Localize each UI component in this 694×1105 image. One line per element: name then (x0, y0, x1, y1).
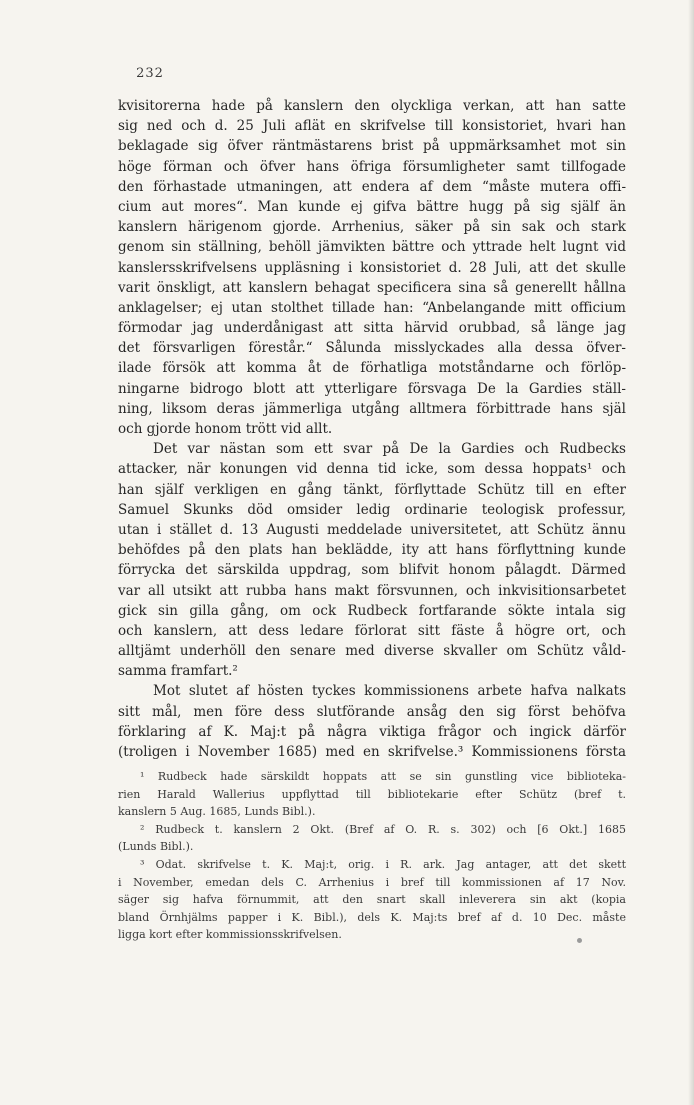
footnote-line: i November, emedan dels C. Arrhenius i bref till kommissionen af 17 Nov. (118, 875, 626, 889)
body-line: förklaring af K. Maj:t på några viktiga frågor och ingick därför (118, 723, 626, 740)
footnote-line: ² Rudbeck t. kanslern 2 Okt. (Bref af O. R. s. 302) och [6 Okt.] 1685 (140, 822, 626, 836)
body-line: cium aut mores“. Man kunde ej gifva bättre hugg på sig själf än (118, 198, 626, 215)
footnote-line: bland Örnhjälms papper i K. Bibl.), dels K. Maj:ts bref af d. 10 Dec. måste (118, 910, 626, 924)
body-line: Samuel Skunks död omsider ledig ordinarie teologisk professur, (118, 501, 626, 518)
body-line: kanslern härigenom gjorde. Arrhenius, säker på sin sak och stark (118, 219, 626, 236)
footnote-line: ¹ Rudbeck hade särskildt hoppats att se sin gunstling vice biblioteka- (140, 770, 626, 783)
body-line: beklagade sig öfver räntmästarens brist på uppmärksamhet mot sin (118, 138, 626, 155)
body-line: och gjorde honom trött vid allt. (118, 421, 333, 437)
body-line: anklagelser; ej utan stolthet tillade han: “Anbelangande mitt officium (118, 299, 626, 316)
body-line: ilade försök att komma åt de förhatliga motståndarne och förlöp- (118, 360, 626, 377)
footnote-line: (Lunds Bibl.). (118, 840, 194, 854)
footnote-line: säger sig hafva förnummit, att den snart skall inleverera sin akt (kopia (118, 893, 626, 907)
body-line: gick sin gilla gång, om ock Rudbeck fortfarande sökte intala sig (118, 602, 626, 619)
body-line: och kanslern, att dess ledare förlorat sitt fäste å högre ort, och (118, 622, 626, 639)
body-text (118, 96, 626, 762)
body-line: samma framfart.² (118, 663, 238, 680)
body-line: attacker, när konungen vid denna tid icke, som dessa hoppats¹ och (118, 461, 626, 478)
footnote-line: kanslern 5 Aug. 1685, Lunds Bibl.). (118, 805, 316, 819)
footnote-line: ³ Odat. skrifvelse t. K. Maj:t, orig. i R. ark. Jag antager, att det skett (140, 857, 626, 871)
body-line: kanslersskrifvelsens uppläsning i konsistoriet d. 28 Juli, att det skulle (118, 259, 626, 276)
body-line: höge förman och öfver hans öfriga försumligheter samt tillfogade (118, 158, 626, 175)
body-line: Det var nästan som ett svar på De la Gardies och Rudbecks (153, 441, 626, 458)
body-line: genom sin ställning, behöll jämvikten bättre och yttrade helt lugnt vid (118, 239, 626, 256)
body-line: förmodar jag underdånigast att sitta härvid orubbad, så länge jag (118, 320, 626, 337)
ink-speck (577, 938, 582, 943)
body-line: varit önskligt, att kanslern behagat specificera sina så generellt hållna (118, 279, 626, 296)
body-line: var all utsikt att rubba hans makt försvunnen, och inkvisitionsarbetet (118, 582, 626, 599)
body-line: (troligen i November 1685) med en skrifvelse.³ Kommissionens första (118, 744, 626, 760)
body-line: alltjämt underhöll den senare med diverse skvaller om Schütz våld- (118, 643, 626, 660)
body-line: förrycka det särskilda uppdrag, som blifvit honom pålagdt. Därmed (118, 562, 626, 579)
body-line: sitt mål, men före dess slutförande ansåg den sig först behöfva (118, 703, 626, 720)
body-line: den förhastade utmaningen, att endera af dem “måste mutera offi- (118, 178, 626, 195)
page-number: 232 (136, 66, 164, 81)
page-edge-shadow (688, 0, 694, 1105)
body-line: ning, liksom deras jämmerliga utgång alltmera förbittrade hans själ (118, 400, 626, 417)
footnote-line: rien Harald Wallerius uppflyttad till bibliotekarie efter Schütz (bref t. (118, 787, 626, 801)
footnotes (118, 768, 626, 944)
body-line: det försvarligen förestår.“ Sålunda misslyckades alla dessa öfver- (118, 340, 626, 357)
body-line: behöfdes på den plats han beklädde, ity att hans förflyttning kunde (118, 542, 626, 559)
body-line: sig ned och d. 25 Juli aflät en skrifvelse till konsistoriet, hvari han (118, 118, 626, 135)
body-line: han själf verkligen en gång tänkt, förflyttade Schütz till en efter (118, 481, 626, 498)
footnote-line: ligga kort efter kommissionsskrifvelsen. (118, 928, 342, 942)
body-line: Mot slutet af hösten tyckes kommissionens arbete hafva nalkats (153, 683, 626, 700)
body-line: ningarne bidrogo blott att ytterligare försvaga De la Gardies ställ- (118, 380, 626, 397)
body-line: utan i stället d. 13 Augusti meddelade universitetet, att Schütz ännu (118, 521, 626, 538)
body-line: kvisitorerna hade på kanslern den olyckliga verkan, att han satte (118, 98, 626, 114)
